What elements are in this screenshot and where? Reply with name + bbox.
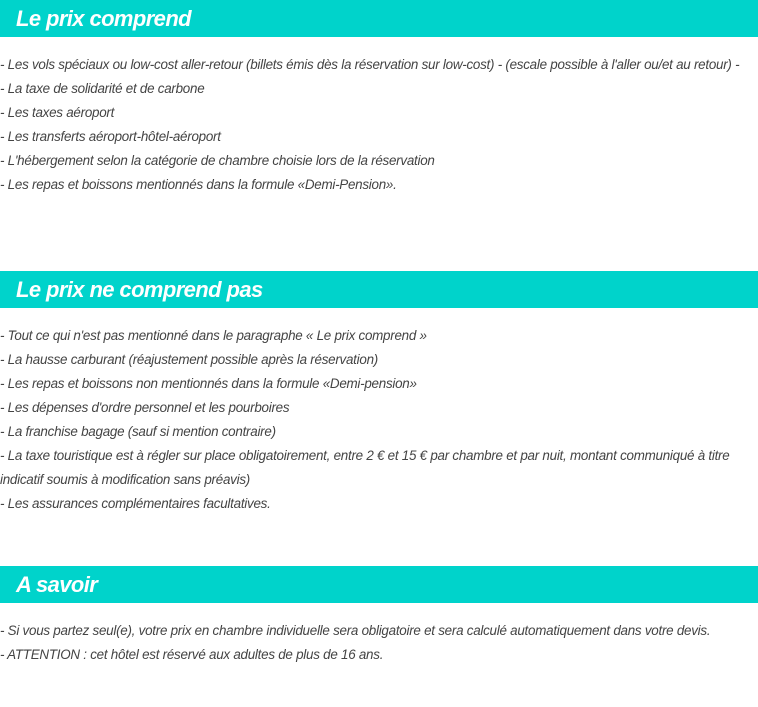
list-item: - Les taxes aéroport	[0, 105, 115, 120]
section-header	[0, 566, 758, 603]
section-good-to-know	[0, 566, 758, 667]
section-title: A savoir	[16, 571, 98, 597]
section-price-excludes	[0, 271, 758, 516]
list-item: - Tout ce qui n'est pas mentionné dans le paragraphe « Le prix comprend »	[0, 328, 427, 343]
list-item: - Si vous partez seul(e), votre prix en chambre individuelle sera obligatoire et sera calculé automatiquement dans votre devis.	[0, 623, 711, 638]
list-item: - Les transferts aéroport-hôtel-aéroport	[0, 129, 221, 144]
list-item: - ATTENTION : cet hôtel est réservé aux adultes de plus de 16 ans.	[0, 647, 384, 662]
item-list	[0, 308, 758, 516]
section-title: Le prix ne comprend pas	[16, 276, 263, 302]
section-title: Le prix comprend	[16, 5, 191, 31]
list-item: - Les assurances complémentaires facultatives.	[0, 496, 271, 511]
section-header	[0, 0, 758, 37]
section-price-includes	[0, 0, 758, 197]
item-list	[0, 603, 758, 667]
list-item: - La hausse carburant (réajustement possible après la réservation)	[0, 352, 378, 367]
item-list	[0, 37, 758, 197]
section-header	[0, 271, 758, 308]
list-item: - Les dépenses d'ordre personnel et les pourboires	[0, 400, 290, 415]
list-item: - Les vols spéciaux ou low-cost aller-retour (billets émis dès la réservation sur low-cost) - (escale possible à l'aller ou/et au retour) -	[0, 57, 740, 72]
list-item: - La franchise bagage (sauf si mention contraire)	[0, 424, 276, 439]
list-item: - La taxe de solidarité et de carbone	[0, 81, 205, 96]
list-item: - L'hébergement selon la catégorie de chambre choisie lors de la réservation	[0, 153, 435, 168]
list-item: - Les repas et boissons non mentionnés dans la formule «Demi-pension»	[0, 376, 417, 391]
list-item: - Les repas et boissons mentionnés dans la formule «Demi-Pension».	[0, 177, 397, 192]
list-item: - La taxe touristique est à régler sur place obligatoirement, entre 2 € et 15 € par chambre et par nuit, montant communiqué à titre indicatif soumis à modification sans préavis)	[0, 448, 730, 487]
